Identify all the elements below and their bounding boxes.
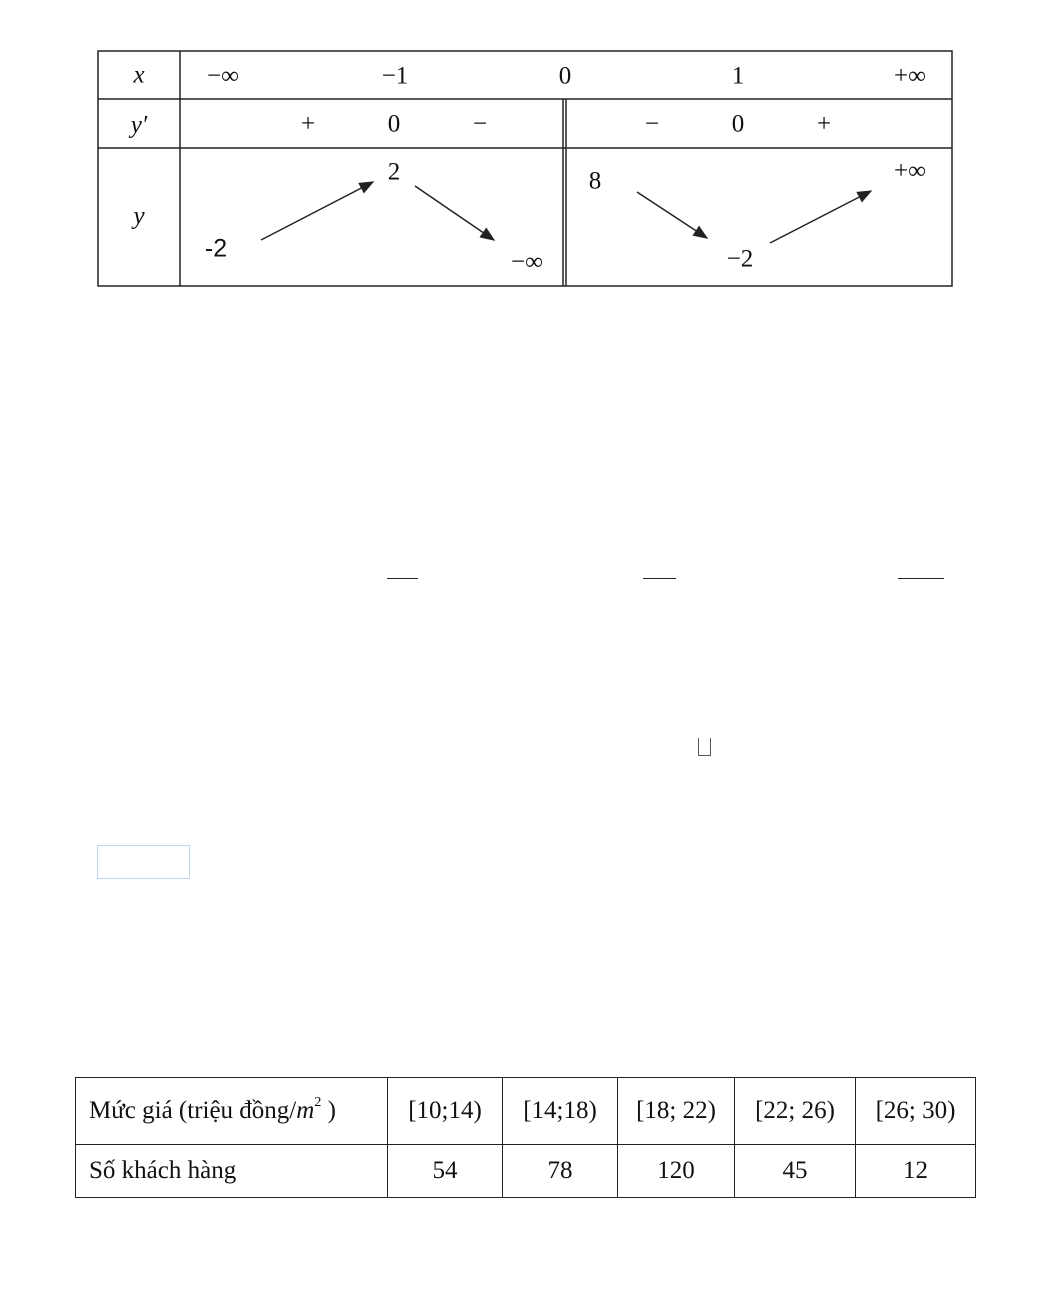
x-value: −1 bbox=[381, 62, 409, 90]
range-cell: [14;18) bbox=[503, 1078, 618, 1145]
blank-line bbox=[898, 578, 944, 579]
x-value: −∞ bbox=[207, 62, 239, 90]
range-cell: [10;14) bbox=[388, 1078, 503, 1145]
x-row-label: x bbox=[133, 61, 145, 89]
range-cell: [18; 22) bbox=[618, 1078, 735, 1145]
x-value: 1 bbox=[731, 62, 745, 90]
count-cell: 120 bbox=[618, 1145, 735, 1198]
x-value: 0 bbox=[558, 62, 572, 90]
count-cell: 12 bbox=[856, 1145, 976, 1198]
x-value: +∞ bbox=[894, 62, 926, 90]
price-table bbox=[75, 1077, 976, 1198]
yprime-sign: + bbox=[300, 110, 316, 138]
missing-glyph-icon bbox=[698, 738, 711, 756]
yprime-sign: − bbox=[472, 110, 488, 138]
yprime-sign: − bbox=[644, 110, 660, 138]
yprime-sign: + bbox=[816, 110, 832, 138]
count-cell: 78 bbox=[503, 1145, 618, 1198]
table-row bbox=[76, 1078, 976, 1145]
count-cell: 54 bbox=[388, 1145, 503, 1198]
yprime-row-label: y′ bbox=[130, 111, 148, 139]
arrow-increasing-1 bbox=[261, 182, 373, 240]
blank-line bbox=[643, 578, 676, 579]
y-value: +∞ bbox=[894, 157, 926, 185]
range-cell: [22; 26) bbox=[735, 1078, 856, 1145]
y-value: -2 bbox=[204, 234, 228, 263]
yprime-sign: 0 bbox=[387, 110, 401, 138]
y-value: 8 bbox=[588, 167, 602, 195]
arrow-decreasing-1 bbox=[415, 186, 494, 240]
arrow-decreasing-2 bbox=[637, 192, 707, 238]
table-row bbox=[76, 1145, 976, 1198]
row-label-cell: Số khách hàng bbox=[76, 1145, 388, 1198]
variation-table bbox=[97, 50, 953, 287]
count-cell: 45 bbox=[735, 1145, 856, 1198]
y-value: −∞ bbox=[511, 248, 543, 276]
arrow-increasing-2 bbox=[770, 191, 871, 243]
range-cell: [26; 30) bbox=[856, 1078, 976, 1145]
y-row-label: y bbox=[133, 202, 145, 230]
answer-box bbox=[97, 845, 190, 879]
y-value: 2 bbox=[387, 158, 401, 186]
blank-line bbox=[387, 578, 418, 579]
y-value: −2 bbox=[726, 245, 754, 273]
header-cell: Mức giá (triệu đồng/$m^2$ ) bbox=[76, 1078, 388, 1145]
yprime-sign: 0 bbox=[731, 110, 745, 138]
